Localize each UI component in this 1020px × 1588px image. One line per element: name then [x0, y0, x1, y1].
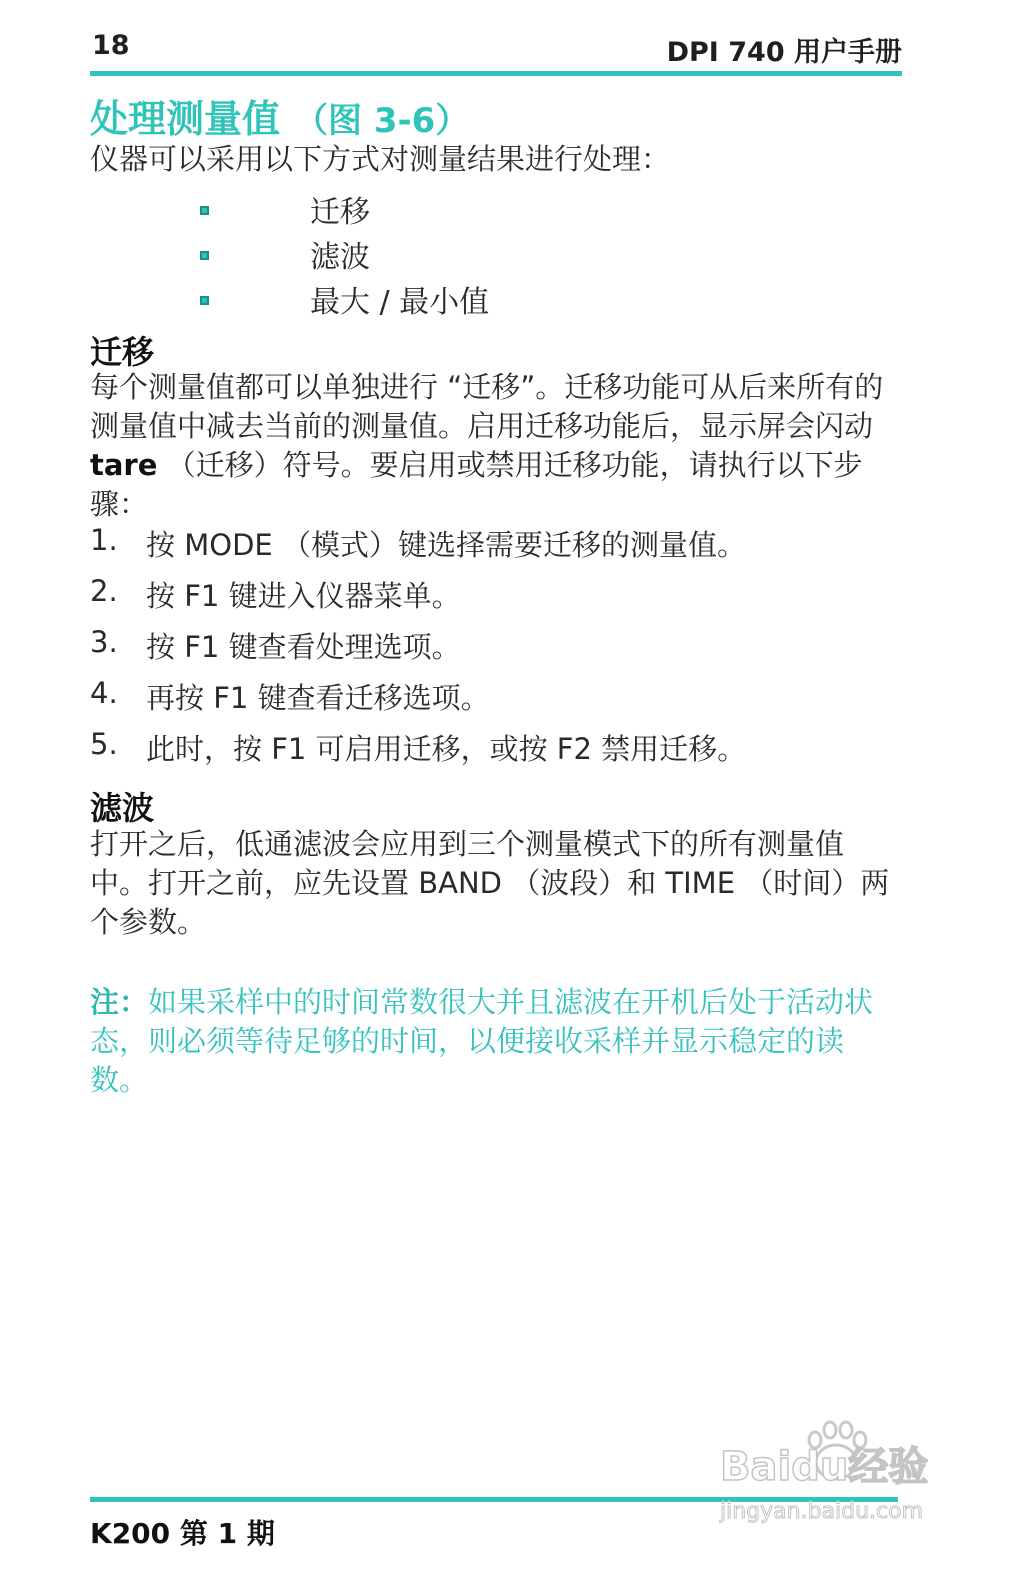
bullet-icon — [200, 206, 209, 215]
step-text: 此时，按 F1 可启用迁移，或按 F2 禁用迁移。 — [146, 732, 747, 766]
step-number: 3. — [90, 625, 118, 659]
step-text: 按 MODE （模式）键选择需要迁移的测量值。 — [146, 528, 746, 562]
intro-paragraph: 仪器可以采用以下方式对测量结果进行处理： — [90, 142, 671, 176]
baidu-watermark — [718, 1418, 948, 1528]
watermark-brand: Baidu经验 — [720, 1444, 929, 1490]
list-item-label: 迁移 — [310, 194, 370, 230]
step-item — [90, 523, 746, 574]
watermark-url: jingyan.baidu.com — [720, 1499, 924, 1524]
shift-text-post: （迁移）符号。要启用或禁用迁移功能，请执行以下步骤： — [90, 448, 863, 521]
step-number: 2. — [90, 574, 118, 608]
list-item-label: 最大 / 最小值 — [310, 284, 490, 320]
list-item-label: 滤波 — [310, 239, 370, 275]
step-number: 1. — [90, 523, 118, 557]
step-item — [90, 727, 746, 778]
step-item — [90, 625, 746, 676]
shift-text-pre: 每个测量值都可以单独进行 “迁移”。迁移功能可从后来所有的测量值中减去当前的测量值。启用迁移功能后，显示屏会闪动 — [90, 370, 884, 443]
list-item — [200, 276, 489, 321]
tare-keyword: tare — [90, 448, 158, 482]
shift-paragraph — [90, 368, 890, 524]
header-rule — [90, 71, 902, 76]
bullet-icon — [200, 296, 209, 305]
list-item — [200, 186, 489, 231]
bullet-icon — [200, 251, 209, 260]
options-list — [200, 186, 489, 321]
step-text: 按 F1 键进入仪器菜单。 — [146, 579, 461, 613]
filter-heading: 滤波 — [90, 789, 155, 827]
steps-list — [90, 523, 746, 778]
step-item — [90, 676, 746, 727]
note-label: 注： — [90, 985, 149, 1019]
page-number: 18 — [92, 30, 130, 61]
step-number: 4. — [90, 676, 118, 710]
shift-heading: 迁移 — [90, 333, 155, 371]
list-item — [200, 231, 489, 276]
section-title-text: 处理测量值 — [90, 97, 281, 141]
step-number: 5. — [90, 727, 118, 761]
step-text: 按 F1 键查看处理选项。 — [146, 630, 461, 664]
filter-paragraph: 打开之后，低通滤波会应用到三个测量模式下的所有测量值中。打开之前，应先设置 BAND （波段）和 TIME （时间）两个参数。 — [90, 827, 890, 939]
figure-reference: （图 3-6） — [294, 101, 470, 141]
manual-title: DPI 740 用户手册 — [666, 37, 902, 68]
note-text: 如果采样中的时间常数很大并且滤波在开机后处于活动状态，则必须等待足够的时间，以便接收采样并显示稳定的读数。 — [90, 985, 874, 1097]
section-title — [90, 88, 469, 143]
step-item — [90, 574, 746, 625]
note-paragraph — [90, 983, 890, 1100]
footer-issue: K200 第 1 期 — [90, 1517, 275, 1550]
step-text: 再按 F1 键查看迁移选项。 — [146, 681, 490, 715]
